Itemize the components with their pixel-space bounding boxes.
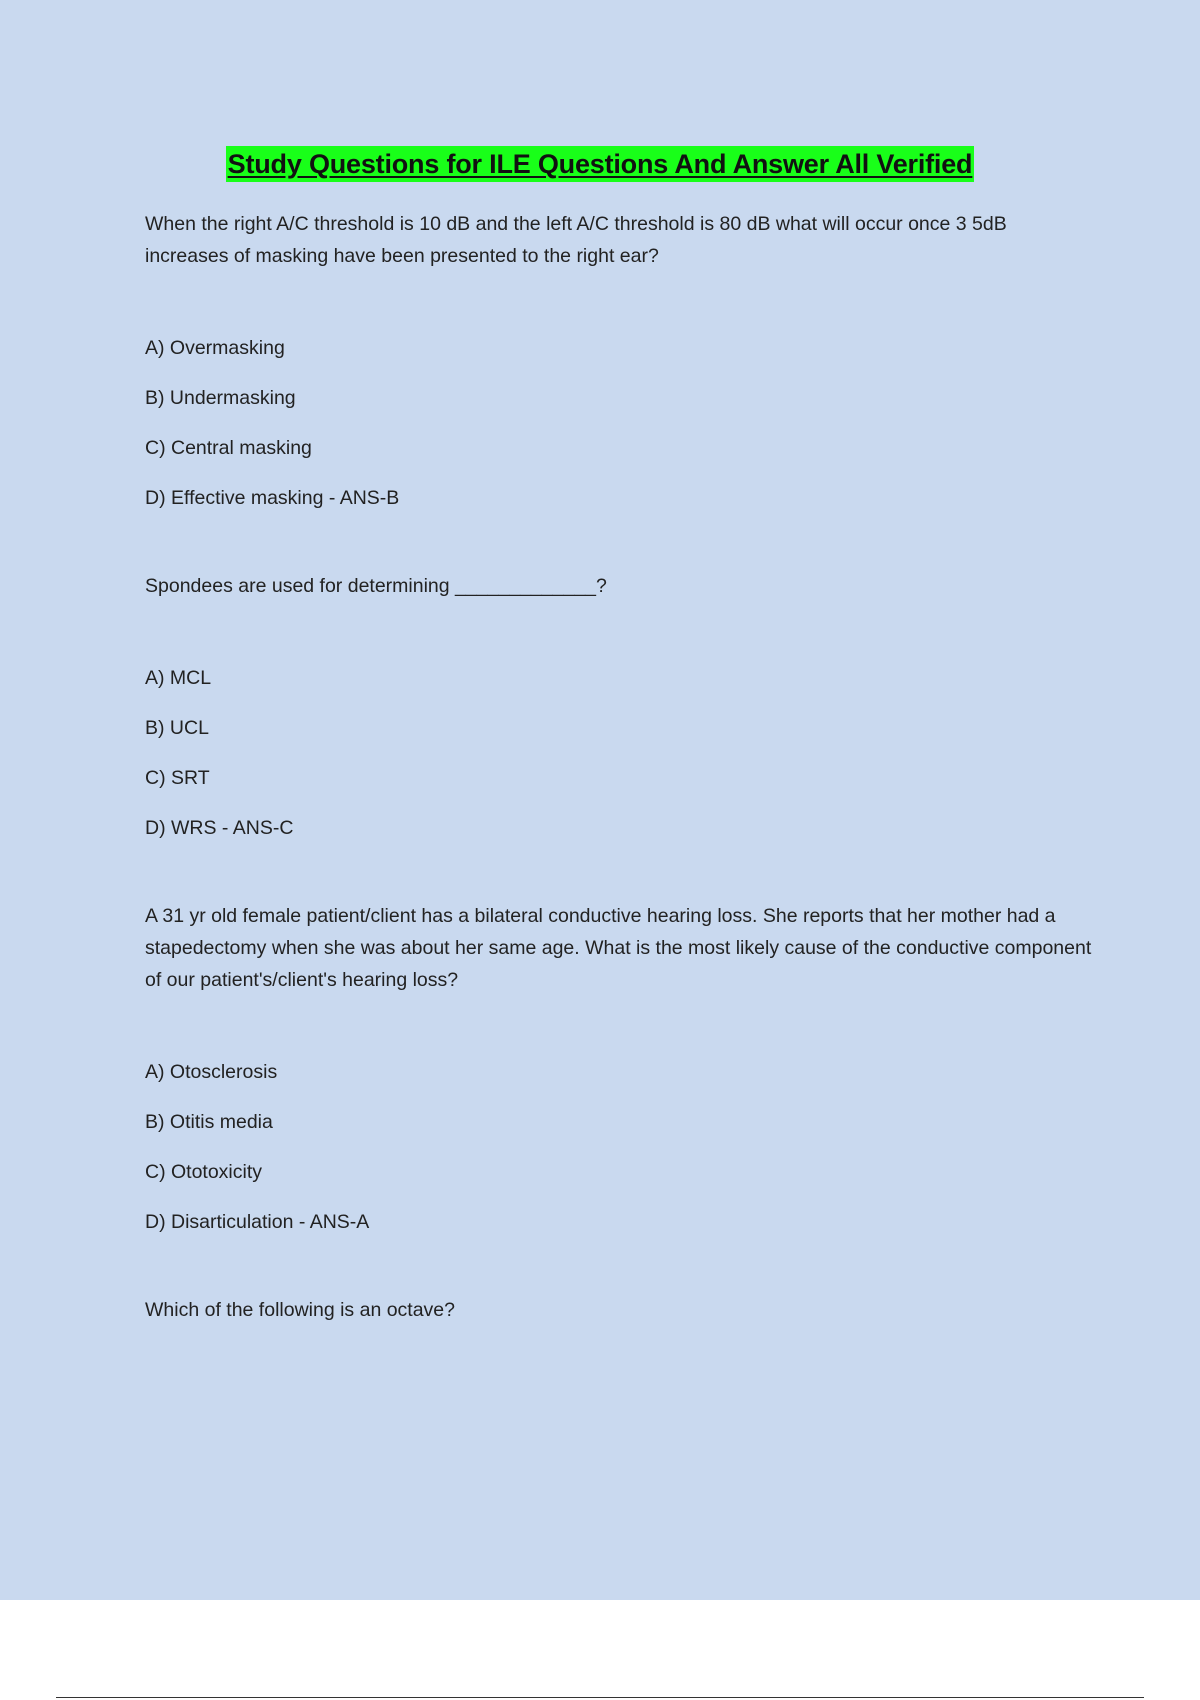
question-list [145,208,1095,1326]
question-block-4 [145,1294,1095,1326]
question-text: Which of the following is an octave? [145,1299,456,1321]
option-a: A) MCL [145,667,212,689]
option-b: B) UCL [145,717,209,739]
option-b: B) Otitis media [145,1111,273,1133]
question-text: When the right A/C threshold is 10 dB and the left A/C threshold is 80 dB what will occur once 3 5dB increases of masking have been presented to the right ear? [145,213,1007,267]
option-d: D) Disarticulation - ANS-A [145,1211,370,1233]
option-a: A) Overmasking [145,337,285,359]
option-c: C) Ototoxicity [145,1161,263,1183]
question-block-1 [145,208,1095,514]
option-a: A) Otosclerosis [145,1061,278,1083]
question-block-2 [145,570,1095,844]
option-c: C) SRT [145,767,210,789]
option-list [145,662,1095,844]
document-title: Study Questions for ILE Questions And Answer All Verified [226,146,975,182]
title-container [0,146,1200,182]
question-block-3 [145,900,1095,1238]
option-list [145,1056,1095,1238]
option-d: D) Effective masking - ANS-B [145,487,400,509]
question-text: Spondees are used for determining _____________? [145,575,607,597]
question-text: A 31 yr old female patient/client has a bilateral conductive hearing loss. She reports that her mother had a stapedectomy when she was about her same age. What is the most likely cause of the conductive component of our patient's/client's hearing loss? [145,905,1092,991]
footer-divider [56,1697,1144,1698]
option-list [145,332,1095,514]
option-b: B) Undermasking [145,387,296,409]
option-d: D) WRS - ANS-C [145,817,294,839]
option-c: C) Central masking [145,437,312,459]
